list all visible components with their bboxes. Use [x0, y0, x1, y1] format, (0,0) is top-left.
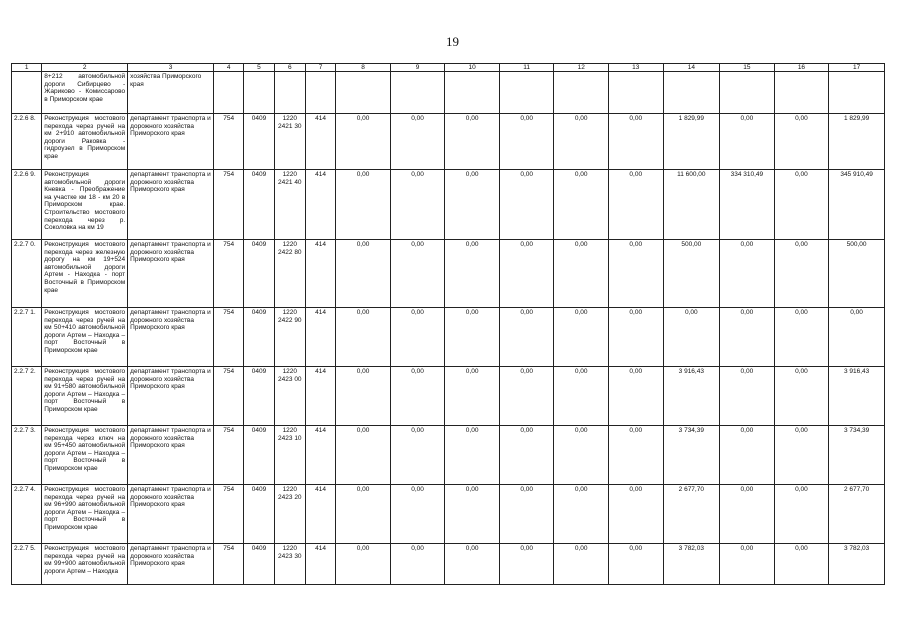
- cell-col14: 11 600,00: [663, 170, 720, 240]
- cell-expense-type: 414: [305, 240, 335, 308]
- cell-description: Реконструкция мостового перехода через ручей на км 96+990 автомобильной дороги Артем – Находка – порт Восточный в Приморском крае: [42, 485, 128, 544]
- table-row: [12, 485, 885, 544]
- column-header-2: 2: [42, 64, 128, 72]
- cell-total: 345 910,49: [829, 170, 885, 240]
- cell-col8: 0,00: [336, 308, 391, 367]
- cell-col11: 0,00: [499, 426, 554, 485]
- cell-description: Реконструкция мостового перехода через ключ на км 95+450 автомобильной дороги Артем – Находка – порт Восточный в Приморском крае: [42, 426, 128, 485]
- cell-total: 3 782,03: [829, 544, 885, 585]
- cell-index: 2.2.7 0.: [12, 240, 42, 308]
- cell-section: 0409: [244, 308, 274, 367]
- column-header-1: 1: [12, 64, 42, 72]
- cell-col16: 0,00: [774, 544, 829, 585]
- cell-col13: 0,00: [608, 170, 663, 240]
- cell-section: 0409: [244, 114, 274, 170]
- cell-col15: 0,00: [720, 114, 775, 170]
- cell-col10: 0,00: [445, 426, 500, 485]
- table-row: [12, 240, 885, 308]
- cell-col16: 0,00: [774, 170, 829, 240]
- table-row: [12, 170, 885, 240]
- cell-section: 0409: [244, 485, 274, 544]
- cell-col13: 0,00: [608, 485, 663, 544]
- cell-description: Реконструкция мостового перехода через ручей на км 2+910 автомобильной дороги Раковка - гидроузел в Приморском крае: [42, 114, 128, 170]
- cell-col11: 0,00: [499, 240, 554, 308]
- cell-col12: 0,00: [554, 544, 609, 585]
- column-header-9: 9: [390, 64, 445, 72]
- cell-expense-type: 414: [305, 544, 335, 585]
- cell-total: 0,00: [829, 308, 885, 367]
- column-header-4: 4: [214, 64, 244, 72]
- cell-description: Реконструкция мостового перехода через ручей на км 99+900 автомобильной дороги Артем – Находка: [42, 544, 128, 585]
- cell-section: 0409: [244, 170, 274, 240]
- cell-grbs: 754: [214, 426, 244, 485]
- cell-description: Реконструкция мостового перехода через ручей на км 50+410 автомобильной дороги Артем – Находка – порт Восточный в Приморском крае: [42, 308, 128, 367]
- cell-section: 0409: [244, 367, 274, 426]
- cell-col12: 0,00: [554, 240, 609, 308]
- cell-col11: 0,00: [499, 114, 554, 170]
- cell-target-article: 1220 2423 00: [274, 367, 305, 426]
- cell-col8: 0,00: [336, 544, 391, 585]
- cell-expense-type: 414: [305, 308, 335, 367]
- cell-col11: 0,00: [499, 544, 554, 585]
- column-header-14: 14: [663, 64, 720, 72]
- cell-col10: 0,00: [445, 367, 500, 426]
- page-number: 19: [446, 34, 459, 49]
- cell-col16: 0,00: [774, 114, 829, 170]
- cell-col16: 0,00: [774, 240, 829, 308]
- cell-total: 500,00: [829, 240, 885, 308]
- cell-col15: 0,00: [720, 367, 775, 426]
- cell-col11: 0,00: [499, 170, 554, 240]
- cell-description: Реконструкция мостового перехода через железную дорогу на км 19+524 автомобильной дороги Артем - Находка - порт Восточный в Приморском крае: [42, 240, 128, 308]
- cell-total: 1 829,99: [829, 114, 885, 170]
- cell-col12: 0,00: [554, 426, 609, 485]
- cell-col13: 0,00: [608, 544, 663, 585]
- cell-index: 2.2.7 1.: [12, 308, 42, 367]
- cell-department: департамент транспорта и дорожного хозяйства Приморского края: [128, 308, 214, 367]
- cell-col8: 0,00: [336, 240, 391, 308]
- cell-col15: 0,00: [720, 240, 775, 308]
- cell-grbs: 754: [214, 367, 244, 426]
- cell-department: департамент транспорта и дорожного хозяйства Приморского края: [128, 426, 214, 485]
- cell-index: [12, 72, 42, 114]
- cell-col9: 0,00: [390, 308, 445, 367]
- table-row: [12, 308, 885, 367]
- cell-col13: 0,00: [608, 426, 663, 485]
- cell-index: 2.2.7 5.: [12, 544, 42, 585]
- column-header-16: 16: [774, 64, 829, 72]
- cell-description: Реконструкция автомобильной дороги Кневка - Преображение на участке км 18 - км 20 в Приморском крае. Строительство мостового перехода через р. Соколовка на км 19: [42, 170, 128, 240]
- cell-col14: 3 916,43: [663, 367, 720, 426]
- cell-col8: 0,00: [336, 426, 391, 485]
- column-header-6: 6: [274, 64, 305, 72]
- cell-department: департамент транспорта и дорожного хозяйства Приморского края: [128, 367, 214, 426]
- cell-col14: 3 734,39: [663, 426, 720, 485]
- continuation-row: [12, 72, 885, 114]
- column-header-13: 13: [608, 64, 663, 72]
- cell-grbs: 754: [214, 308, 244, 367]
- cell-col8: 0,00: [336, 170, 391, 240]
- cell-section: 0409: [244, 426, 274, 485]
- cell-index: 2.2.7 2.: [12, 367, 42, 426]
- cell-col12: 0,00: [554, 485, 609, 544]
- cell-index: 2.2.7 3.: [12, 426, 42, 485]
- cell-expense-type: 414: [305, 170, 335, 240]
- cell-col11: 0,00: [499, 308, 554, 367]
- cell-total: 3 916,43: [829, 367, 885, 426]
- cell-col11: 0,00: [499, 367, 554, 426]
- cell-target-article: 1220 2423 20: [274, 485, 305, 544]
- cell-target-article: 1220 2422 90: [274, 308, 305, 367]
- cell-col10: 0,00: [445, 544, 500, 585]
- cell-col10: 0,00: [445, 240, 500, 308]
- cell-target-article: 1220 2423 30: [274, 544, 305, 585]
- cell-department: департамент транспорта и дорожного хозяйства Приморского края: [128, 170, 214, 240]
- cell-col13: 0,00: [608, 114, 663, 170]
- cell-col9: 0,00: [390, 544, 445, 585]
- column-header-17: 17: [829, 64, 885, 72]
- cell-col12: 0,00: [554, 367, 609, 426]
- column-header-8: 8: [336, 64, 391, 72]
- cell-department: департамент транспорта и дорожного хозяйства Приморского края: [128, 240, 214, 308]
- cell-col9: 0,00: [390, 367, 445, 426]
- cell-col8: 0,00: [336, 367, 391, 426]
- column-header-11: 11: [499, 64, 554, 72]
- cell-index: 2.2.6 9.: [12, 170, 42, 240]
- cell-expense-type: 414: [305, 114, 335, 170]
- table-row: [12, 367, 885, 426]
- cell-col14: 2 677,70: [663, 485, 720, 544]
- column-header-10: 10: [445, 64, 500, 72]
- cell-description: Реконструкция мостового перехода через ручей на км 91+580 автомобильной дороги Артем – Находка – порт Восточный в Приморском крае: [42, 367, 128, 426]
- cell-expense-type: 414: [305, 485, 335, 544]
- cell-col9: 0,00: [390, 114, 445, 170]
- cell-department: хозяйства Приморского края: [128, 72, 214, 114]
- cell-col15: 0,00: [720, 308, 775, 367]
- cell-col9: 0,00: [390, 170, 445, 240]
- cell-grbs: 754: [214, 544, 244, 585]
- cell-col15: 334 310,49: [720, 170, 775, 240]
- budget-table: [11, 63, 885, 585]
- cell-total: 3 734,39: [829, 426, 885, 485]
- cell-target-article: 1220 2421 40: [274, 170, 305, 240]
- cell-section: 0409: [244, 544, 274, 585]
- cell-col14: 0,00: [663, 308, 720, 367]
- cell-col10: 0,00: [445, 308, 500, 367]
- column-header-12: 12: [554, 64, 609, 72]
- cell-target-article: 1220 2422 80: [274, 240, 305, 308]
- cell-col14: 3 782,03: [663, 544, 720, 585]
- cell-department: департамент транспорта и дорожного хозяйства Приморского края: [128, 485, 214, 544]
- cell-col13: 0,00: [608, 367, 663, 426]
- cell-description: 8+212 автомобильной дороги Сибирцево - Жариково - Комиссарово в Приморском крае: [42, 72, 128, 114]
- cell-col8: 0,00: [336, 114, 391, 170]
- cell-expense-type: 414: [305, 367, 335, 426]
- cell-col10: 0,00: [445, 170, 500, 240]
- cell-col11: 0,00: [499, 485, 554, 544]
- cell-col15: 0,00: [720, 485, 775, 544]
- cell-grbs: 754: [214, 485, 244, 544]
- cell-col9: 0,00: [390, 426, 445, 485]
- cell-col14: 1 829,99: [663, 114, 720, 170]
- table-row: [12, 114, 885, 170]
- column-header-15: 15: [720, 64, 775, 72]
- cell-col12: 0,00: [554, 114, 609, 170]
- column-number-row: [12, 64, 885, 72]
- cell-col14: 500,00: [663, 240, 720, 308]
- cell-grbs: 754: [214, 240, 244, 308]
- column-header-7: 7: [305, 64, 335, 72]
- cell-department: департамент транспорта и дорожного хозяйства Приморского края: [128, 114, 214, 170]
- table-row: [12, 544, 885, 585]
- cell-col16: 0,00: [774, 485, 829, 544]
- cell-col16: 0,00: [774, 308, 829, 367]
- cell-col10: 0,00: [445, 114, 500, 170]
- cell-department: департамент транспорта и дорожного хозяйства Приморского края: [128, 544, 214, 585]
- cell-col16: 0,00: [774, 367, 829, 426]
- cell-col12: 0,00: [554, 308, 609, 367]
- cell-col9: 0,00: [390, 240, 445, 308]
- cell-target-article: 1220 2421 30: [274, 114, 305, 170]
- cell-target-article: 1220 2423 10: [274, 426, 305, 485]
- cell-index: 2.2.7 4.: [12, 485, 42, 544]
- cell-col12: 0,00: [554, 170, 609, 240]
- cell-total: 2 677,70: [829, 485, 885, 544]
- cell-col15: 0,00: [720, 544, 775, 585]
- cell-expense-type: 414: [305, 426, 335, 485]
- cell-col13: 0,00: [608, 240, 663, 308]
- cell-col15: 0,00: [720, 426, 775, 485]
- cell-col13: 0,00: [608, 308, 663, 367]
- cell-grbs: 754: [214, 170, 244, 240]
- cell-grbs: 754: [214, 114, 244, 170]
- table-row: [12, 426, 885, 485]
- cell-index: 2.2.6 8.: [12, 114, 42, 170]
- cell-section: 0409: [244, 240, 274, 308]
- cell-col16: 0,00: [774, 426, 829, 485]
- column-header-3: 3: [128, 64, 214, 72]
- cell-col10: 0,00: [445, 485, 500, 544]
- cell-col8: 0,00: [336, 485, 391, 544]
- cell-col9: 0,00: [390, 485, 445, 544]
- column-header-5: 5: [244, 64, 274, 72]
